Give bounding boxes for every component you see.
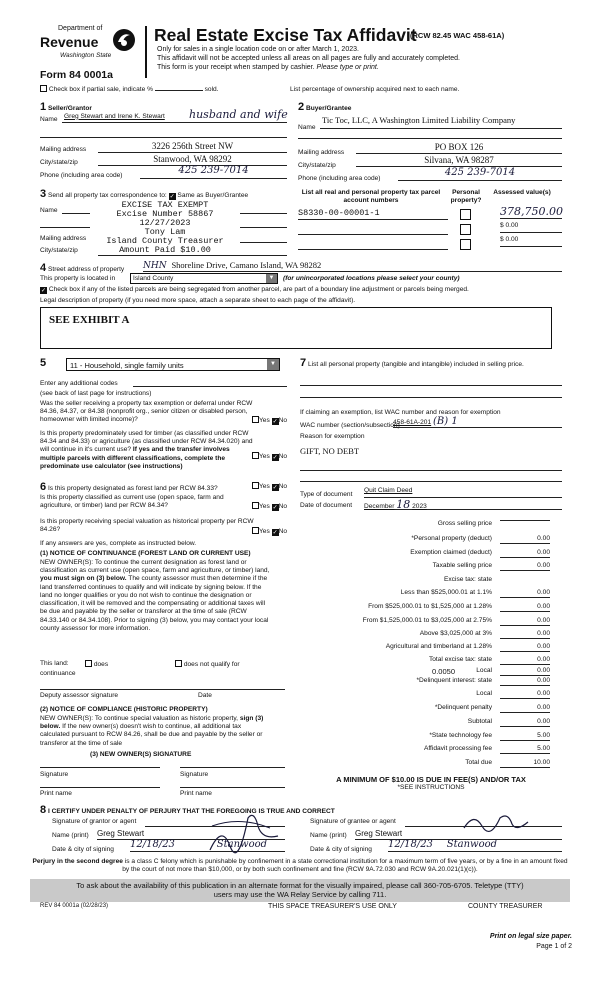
fee-label: Less than $525,000.01 at 1.1%: [400, 589, 492, 596]
forest-question: 6 Is this property designated as forest land per RCW 84.33?: [40, 481, 218, 493]
fee-value[interactable]: 0.00: [500, 589, 550, 598]
grantee-name-label: Name (print): [310, 832, 347, 839]
timber-no-checkbox[interactable]: ✓: [272, 455, 278, 461]
property-address-field[interactable]: [143, 260, 562, 272]
reason-line-2[interactable]: [300, 470, 562, 471]
dept-of-label: Department of: [58, 25, 103, 32]
treasurer-stamp: [90, 201, 240, 255]
fee-value[interactable]: [500, 520, 550, 521]
same-as-buyer-checkbox[interactable]: ✓: [169, 194, 175, 200]
additional-codes-field[interactable]: [133, 386, 287, 387]
current-use-no-checkbox[interactable]: ✓: [272, 505, 278, 511]
see-back-note: (see back of last page for instructions): [40, 390, 152, 397]
fee-value[interactable]: 0.00: [500, 643, 550, 652]
historic-yes-checkbox[interactable]: [252, 527, 259, 534]
timber-question: Is this property predominately used for timber (as classified under RCW 84.34 and 84.33) or agriculture (as classified under RCW 84.34.020) and will continue in it's current use? If yes and the transfer involves multiple parcels with different classifications, complete the predominate use calculator (see instructions): [40, 430, 253, 470]
dor-logo: [40, 25, 140, 65]
exemption-yes-no: Yes ✓No: [252, 416, 287, 425]
fee-value[interactable]: 0.00: [500, 704, 550, 713]
fee-label: Subtotal: [467, 718, 492, 725]
fee-label: Affidavit processing fee: [423, 745, 492, 752]
personal-property-line-1[interactable]: [300, 385, 562, 386]
partial-sold-label: sold.: [204, 86, 219, 93]
fee-row: [300, 732, 550, 743]
county-note: (for unincorporated locations please select your county): [283, 275, 460, 282]
grantee-signature-scribble: [460, 808, 530, 834]
grantee-date-field[interactable]: [388, 839, 562, 852]
fee-value[interactable]: 10.00: [500, 759, 550, 768]
sec7-heading: 7 List all personal property (tangible and intangible) included in selling price.: [300, 357, 524, 369]
sec3-mailing-label: Mailing address: [40, 235, 87, 242]
notice-compliance-heading: (2) NOTICE OF COMPLIANCE (HISTORIC PROPERTY): [40, 706, 208, 713]
parcel-1-personal-checkbox[interactable]: [460, 209, 471, 220]
stamp-line-6: Amount Paid $10.00: [119, 245, 211, 255]
revenue-wordmark: Revenue: [40, 34, 99, 50]
sec3-heading: 3 Send all property tax correspondence to: ✓ Same as Buyer/Grantee: [40, 188, 249, 200]
header-divider: [145, 26, 147, 78]
fee-label: Gross selling price: [437, 520, 492, 527]
header-line-2: This affidavit will not be accepted unless all areas on all pages are fully and accurately completed.: [157, 55, 460, 62]
sec5-number: 5: [40, 357, 47, 369]
receipt-note: This form is your receipt when stamped by cashier.: [157, 64, 315, 71]
parcel-3-value[interactable]: $ 0.00: [500, 236, 562, 247]
located-in-label: This property is located in: [40, 275, 116, 282]
washington-state-label: Washington State: [60, 52, 112, 59]
use-code-value: 11 - Household, single family units: [70, 360, 184, 370]
land-does-checkbox[interactable]: [85, 660, 92, 667]
wac-field[interactable]: [393, 416, 562, 428]
legal-paper-note: Print on legal size paper.: [489, 933, 572, 940]
see-instructions-note: *SEE INSTRUCTIONS: [397, 784, 465, 791]
doc-type-value: Quit Claim Deed: [364, 487, 413, 494]
seller-phone-label: Phone (including area code): [40, 172, 123, 179]
seller-name-line2[interactable]: [40, 126, 287, 138]
land-does-not-checkbox[interactable]: [175, 660, 182, 667]
accessibility-banner: To ask about the availability of this publication in an alternate format for the visually impaired, please call 360-705-6705. Teletype (TTY) users may use the WA Relay Service by calling 711.: [30, 879, 570, 902]
notice-compliance-text: NEW OWNER(S): To continue special valuation as historic property, sign (3) below. If the new owner(s) doesn't wish to continue, all additional tax calculated pursuant to RCW 84.26, shall be due and payable by the seller or transferor at the time of sale: [40, 715, 264, 747]
legal-desc-value: SEE EXHIBIT A: [49, 314, 130, 326]
fee-value[interactable]: 5.00: [500, 745, 550, 754]
partial-sale-label: Check box if partial sale, indicate %: [48, 86, 153, 93]
print-name-label-1: Print name: [40, 790, 72, 797]
parcel-3-personal-checkbox[interactable]: [460, 239, 471, 250]
fee-value[interactable]: 0.00: [500, 603, 550, 612]
local-tax-label: Local: [476, 667, 492, 674]
fee-value[interactable]: 0.00: [500, 549, 550, 558]
new-owner-name-line-2[interactable]: [180, 787, 285, 788]
fee-row: [300, 677, 550, 688]
fee-row: [300, 520, 550, 531]
stamp-line-2: Excise Number 58867: [116, 209, 214, 219]
grantor-name-label: Name (print): [52, 832, 89, 839]
parcel-1-number[interactable]: S8330-00-00001-1: [298, 208, 448, 220]
property-address-handwritten: NHN: [143, 261, 167, 271]
reason-line-3[interactable]: [300, 481, 562, 482]
deputy-signature-label: Deputy assessor signature: [40, 692, 119, 699]
assessed-column-heading: Assessed value(s): [493, 189, 551, 196]
forest-yes-checkbox[interactable]: [252, 482, 259, 489]
seller-heading: 1 Seller/Grantor: [40, 101, 92, 113]
buyer-heading: 2 Buyer/Grantee: [298, 101, 352, 113]
fee-label: Above $3,025,000 at 3%: [419, 630, 492, 637]
grantee-date-label: Date & city of signing: [310, 846, 372, 853]
cert-heading: 8 I CERTIFY UNDER PENALTY OF PERJURY THAT THE FOREGOING IS TRUE AND CORRECT: [40, 804, 335, 816]
fee-label: *State technology fee: [429, 732, 492, 739]
grantor-date-value: 12/18/23: [130, 839, 175, 850]
seller-phone-field[interactable]: 425 239-7014: [140, 165, 287, 179]
buyer-name-value: Tic Toc, LLC, A Washington Limited Liability Company: [322, 115, 516, 125]
current-use-yes-no: Yes ✓No: [252, 502, 287, 511]
fee-row: [300, 643, 550, 654]
fee-row: [300, 690, 550, 701]
fee-label: Total due: [465, 759, 492, 766]
grantor-signature-scribble: [200, 806, 280, 854]
form-code-ref: (RCW 82.45 WAC 458-61A): [410, 31, 505, 40]
fee-label: *Delinquent interest: state: [416, 677, 492, 684]
page-number: Page 1 of 2: [536, 943, 572, 950]
exemption-yes-checkbox[interactable]: [252, 416, 259, 423]
fee-value[interactable]: 0.00: [500, 677, 550, 686]
parcel-2-value[interactable]: $ 0.00: [500, 222, 562, 233]
sec3-name-label: Name: [40, 207, 58, 214]
this-land-label: This land:: [40, 660, 69, 667]
ownership-note: List percentage of ownership acquired next to each name.: [290, 86, 460, 93]
seller-name-handwritten: husband and wife: [189, 108, 288, 122]
doc-date-month: December: [364, 503, 395, 510]
sec3-city-label: City/state/zip: [40, 247, 78, 254]
seller-mailing-field[interactable]: 3226 256th Street NW: [98, 141, 287, 153]
buyer-name-label: Name: [298, 124, 316, 131]
segregate-row: [40, 286, 469, 294]
segregate-label: Check box if any of the listed parcels are being segregated from another parcel, are part of a boundary line adjustment or parcels being merged.: [48, 286, 469, 293]
new-owner-sig-line-1[interactable]: [40, 767, 160, 768]
doc-date-day: 18: [396, 498, 411, 511]
new-owner-signature-heading: (3) NEW OWNER(S) SIGNATURE: [90, 751, 192, 758]
county-select-value: Island County: [133, 275, 174, 282]
treasurer-use-label: THIS SPACE TREASURER'S USE ONLY: [268, 903, 397, 910]
land-does-not-option: does not qualify for: [175, 660, 240, 669]
revision-label: REV 84 0001a (02/28/23): [40, 903, 109, 909]
fee-value[interactable]: 0.00: [500, 617, 550, 626]
seller-name-value: Greg Stewart and Irene K. Stewart: [64, 112, 165, 120]
grantor-city-value: Stanwood: [216, 839, 268, 850]
parcel-column-heading: List all real and personal property tax parcel account numbers: [301, 189, 441, 205]
stamp-line-4: Tony Lam: [144, 227, 186, 237]
exemption-no-checkbox[interactable]: ✓: [272, 419, 278, 425]
partial-pct-field[interactable]: [155, 90, 203, 91]
fee-value[interactable]: 0.00: [500, 535, 550, 544]
buyer-city-label: City/state/zip: [298, 162, 336, 169]
historic-no-checkbox[interactable]: ✓: [272, 530, 278, 536]
buyer-name-field[interactable]: [320, 114, 562, 129]
wac-handwritten: (B) 1: [432, 416, 458, 427]
timber-yes-no: Yes ✓No: [252, 452, 287, 461]
personal-property-line-2[interactable]: [300, 397, 562, 398]
doc-type-label: Type of document: [300, 491, 353, 498]
county-treasurer-label: COUNTY TREASURER: [468, 903, 543, 910]
deputy-signature-line[interactable]: [40, 689, 285, 690]
header-line-3: [157, 64, 379, 73]
buyer-phone-label: Phone (including area code): [298, 175, 381, 182]
exemption-claim-label: If claiming an exemption, list WAC number and reason for exemption: [300, 409, 501, 416]
parcel-1-value[interactable]: 378,750.00: [500, 205, 563, 218]
fee-label: *Delinquent penalty: [434, 704, 492, 711]
grantee-signature-label: Signature of grantee or agent: [310, 818, 396, 825]
buyer-mailing-field[interactable]: PO BOX 126: [356, 142, 562, 154]
signature-label-2: Signature: [180, 771, 209, 778]
perjury-notice: Perjury in the second degree is a class C felony which is punishable by confinement in a state correctional institution for a maximum term of five years, or by a fine in an amount fixed by the court of not more than $10,000, or by both such confinement and fine (RCW 9A.72.030 and RCW 9A.20.021(1)(c)).: [32, 858, 568, 874]
dor-swirl-icon: [112, 28, 136, 52]
header-line-1: Only for sales in a single location code on or after March 1, 2023.: [157, 46, 359, 53]
grantor-date-label: Date & city of signing: [52, 846, 114, 853]
fee-row: [300, 603, 550, 614]
fee-row: [300, 718, 550, 729]
fee-row: [300, 576, 550, 587]
legal-desc-box[interactable]: [40, 307, 552, 349]
sec4-address-row: 4 Street address of property: [40, 262, 125, 274]
fee-label: Exemption claimed (deduct): [410, 549, 492, 556]
if-any-yes-note: If any answers are yes, complete as instructed below.: [40, 540, 197, 547]
local-tax-value[interactable]: 0.00: [500, 667, 550, 676]
doc-type-field[interactable]: [364, 487, 562, 498]
fee-row: [300, 535, 550, 546]
fee-row: [300, 549, 550, 560]
form-title: Real Estate Excise Tax Affidavit: [154, 25, 417, 45]
buyer-city-field[interactable]: Silvana, WA 98287: [356, 155, 562, 167]
seller-city-label: City/state/zip: [40, 159, 78, 166]
signature-label-1: Signature: [40, 771, 69, 778]
stamp-line-3: 12/27/2023: [139, 218, 191, 228]
current-use-question: Is this property classified as current use (open space, farm and agriculture, or timber) land per RCW 84.34?: [40, 494, 224, 510]
fee-row: [300, 630, 550, 641]
forest-yes-no: Yes ✓No: [252, 482, 287, 491]
new-owner-sig-line-2[interactable]: [180, 767, 285, 768]
chevron-down-icon: ▼: [266, 274, 277, 283]
new-owner-name-line-1[interactable]: [40, 787, 160, 788]
fee-label: From $1,525,000.01 to $3,025,000 at 2.75%: [362, 617, 492, 624]
deputy-date-label: Date: [198, 692, 212, 699]
fee-label: From $525,000.01 to $1,525,000 at 1.28%: [368, 603, 492, 610]
parcel-2-personal-checkbox[interactable]: [460, 224, 471, 235]
notice-continuance-text: NEW OWNER(S): To continue the current designation as forest land or classification as current use (open space, farm and agriculture, or timber) land, you must sign on (3) below. The county assessor must then determine if the land transferred continues to qualify and will indicate by signing below. If the land no longer qualifies or you do not wish to continue the designation or classification, it will be removed and the compensating or additional taxes will be due and payable by the seller or transferor at the time of sale (RCW 84.33.140 or 84.34.108). Prior to signing (3) below, you may contact your local county assessor for more information.: [40, 559, 270, 632]
exemption-question: Was the seller receiving a property tax exemption or deferral under RCW 84.36, 84.37, or 84.38 (nonprofit org., senior citizen or disabled person, homeowner with limited income)?: [40, 400, 253, 424]
seller-name-field[interactable]: [62, 108, 287, 123]
land-does-option: does: [85, 660, 108, 669]
parcel-2-number[interactable]: [298, 223, 448, 235]
grantor-signature-label: Signature of grantor or agent: [52, 818, 137, 825]
continuance-label: continuance: [40, 670, 76, 677]
segregate-checkbox[interactable]: ✓: [41, 288, 47, 294]
print-name-label-2: Print name: [180, 790, 212, 797]
fee-label: Excise tax: state: [443, 576, 492, 583]
fee-label: Total excise tax: state: [428, 656, 492, 663]
buyer-mailing-label: Mailing address: [298, 149, 345, 156]
reason-value[interactable]: GIFT, NO DEBT: [300, 446, 360, 456]
fee-row: [300, 704, 550, 715]
grantee-date-value: 12/18/23: [388, 839, 433, 850]
current-use-yes-checkbox[interactable]: [252, 502, 259, 509]
fee-row: [300, 759, 550, 770]
doc-date-label: Date of document: [300, 502, 353, 509]
seller-name-label: Name: [40, 116, 58, 123]
type-or-print-note: Please type or print.: [316, 64, 379, 71]
fee-value[interactable]: 0.00: [500, 690, 550, 699]
seller-mailing-label: Mailing address: [40, 146, 87, 153]
minimum-due-note: A MINIMUM OF $10.00 IS DUE IN FEE(S) AND/OR TAX: [336, 775, 526, 784]
fee-value[interactable]: 5.00: [500, 732, 550, 741]
fee-label: Agricultural and timberland at 1.28%: [385, 643, 492, 650]
fee-value[interactable]: 0.00: [500, 656, 550, 665]
partial-sale-row: [40, 85, 219, 94]
fee-label: Local: [476, 690, 492, 697]
fee-row: [300, 745, 550, 756]
fee-row: [300, 562, 550, 573]
chevron-down-icon: ▼: [267, 359, 279, 370]
additional-codes-label: Enter any additional codes: [40, 380, 118, 387]
forest-no-checkbox[interactable]: ✓: [272, 485, 278, 491]
fee-value[interactable]: 0.00: [500, 562, 550, 571]
grantee-name-field[interactable]: Greg Stewart: [355, 829, 562, 840]
parcel-3-number[interactable]: [298, 238, 448, 250]
buyer-phone-field[interactable]: 425 239-7014: [398, 167, 562, 181]
fee-row: [300, 617, 550, 628]
historic-yes-no: Yes ✓No: [252, 527, 287, 536]
wac-label: WAC number (section/subsection): [300, 422, 400, 429]
stamp-line-5: Island County Treasurer: [106, 236, 224, 246]
doc-date-field[interactable]: [364, 498, 562, 510]
personal-column-heading: Personal property?: [450, 189, 482, 205]
sec3-city-field[interactable]: [98, 255, 287, 256]
reason-label: Reason for exemption: [300, 433, 365, 440]
timber-yes-checkbox[interactable]: [252, 452, 259, 459]
partial-sale-checkbox[interactable]: [40, 85, 47, 92]
legal-desc-label: Legal description of property (if you need more space, attach a separate sheet to each page of the affidavit).: [40, 297, 356, 304]
fee-row: [300, 589, 550, 600]
fee-value[interactable]: 0.00: [500, 630, 550, 639]
historic-question: Is this property receiving special valuation as historical property per RCW 84.26?: [40, 518, 254, 534]
buyer-name-line2[interactable]: [298, 131, 562, 139]
sec4-address-label: Street address of property: [47, 266, 125, 273]
seller-city-field[interactable]: Stanwood, WA 98292: [98, 154, 287, 166]
grantor-name-field[interactable]: Greg Stewart: [97, 829, 285, 840]
county-select[interactable]: [130, 273, 278, 284]
local-rate: 0.0050: [432, 667, 455, 676]
wac-value: 458-61A-201: [393, 419, 432, 426]
grantee-city-value: Stanwood: [446, 839, 498, 850]
notice-continuance-heading: (1) NOTICE OF CONTINUANCE (FOREST LAND OR CURRENT USE): [40, 550, 251, 557]
stamp-line-1: EXCISE TAX EXEMPT: [121, 200, 209, 210]
fee-label: *Personal property (deduct): [411, 535, 492, 542]
use-code-select[interactable]: [66, 358, 280, 371]
fee-row: [300, 656, 550, 667]
doc-date-year: 2023: [412, 503, 427, 510]
property-address-value: Shoreline Drive, Camano Island, WA 98282: [171, 260, 322, 270]
fee-value[interactable]: 0.00: [500, 718, 550, 727]
fee-label: Taxable selling price: [432, 562, 492, 569]
form-number: Form 84 0001a: [40, 69, 113, 81]
